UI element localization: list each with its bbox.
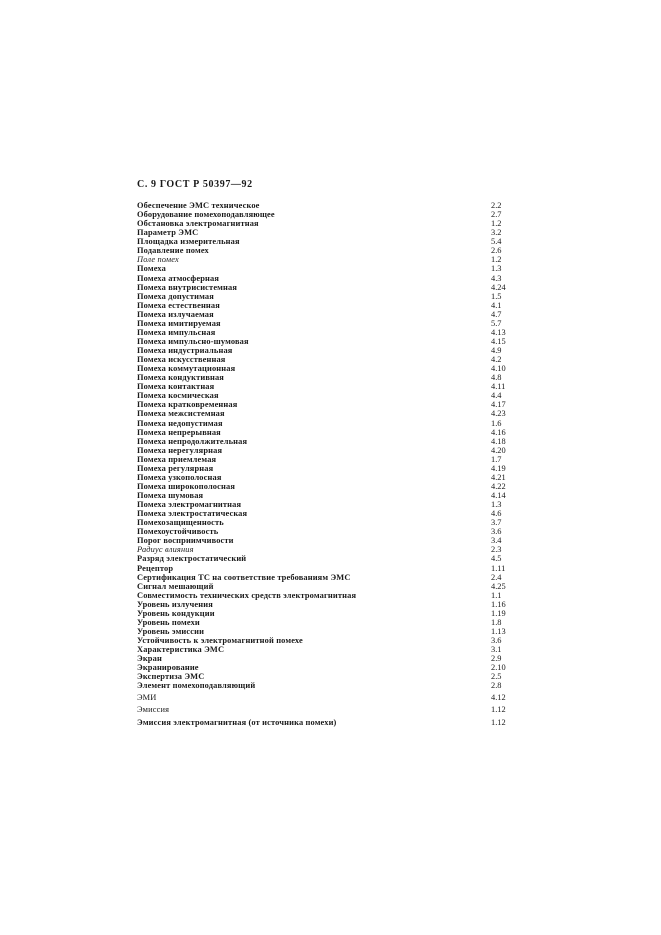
index-term: Экран bbox=[137, 654, 162, 664]
index-entry bbox=[137, 264, 517, 273]
index-ref: 4.16 bbox=[491, 427, 506, 437]
index-term: Оборудование помехоподавляющее bbox=[137, 210, 275, 220]
index-ref: 1.11 bbox=[491, 563, 506, 573]
index-term: Помеха шумовая bbox=[137, 491, 204, 500]
index-term: Уровень кондукции bbox=[137, 608, 215, 618]
index-ref: 3.6 bbox=[491, 527, 502, 537]
index-term: Помеха межсистемная bbox=[137, 409, 225, 419]
index-entry bbox=[137, 237, 517, 246]
index-term: Устойчивость к электромагнитной помехе bbox=[137, 636, 303, 645]
index-entry bbox=[137, 428, 517, 437]
index-entry bbox=[137, 482, 517, 491]
index-entry bbox=[137, 609, 517, 618]
index-ref: 4.11 bbox=[491, 382, 506, 392]
index-ref: 4.25 bbox=[491, 581, 506, 591]
index-ref: 1.3 bbox=[491, 500, 502, 510]
index-entry bbox=[137, 446, 517, 455]
index-ref: 2.9 bbox=[491, 654, 502, 664]
index-ref: 2.5 bbox=[491, 672, 502, 682]
index-term: Эмиссия электромагнитная (от источника помехи) bbox=[137, 717, 337, 727]
index-term: Радиус влияния bbox=[137, 545, 194, 555]
index-entry bbox=[137, 509, 517, 518]
index-term: Помеха широкополосная bbox=[137, 481, 235, 491]
index-ref: 1.5 bbox=[491, 291, 502, 301]
index-entry bbox=[137, 219, 517, 228]
index-ref: 1.7 bbox=[491, 454, 502, 464]
index-ref: 4.13 bbox=[491, 327, 506, 337]
index-entry bbox=[137, 319, 517, 328]
index-entry bbox=[137, 693, 517, 702]
index-term: Обстановка электромагнитная bbox=[137, 219, 259, 229]
index-entry bbox=[137, 545, 517, 554]
index-term: Помеха импульсная bbox=[137, 327, 216, 337]
index-ref: 4.5 bbox=[491, 554, 502, 564]
index-entry bbox=[137, 705, 517, 714]
index-entry bbox=[137, 274, 517, 283]
index-entry bbox=[137, 301, 517, 310]
index-entry bbox=[137, 636, 517, 645]
index-term: Помеха кратковременная bbox=[137, 400, 238, 410]
index-term: Помеха кондуктивная bbox=[137, 373, 224, 383]
index-ref: 4.1 bbox=[491, 300, 502, 310]
index-entry bbox=[137, 718, 517, 727]
index-entry bbox=[137, 645, 517, 654]
index-term: Помеха недопустимая bbox=[137, 418, 223, 428]
index-term: Поле помех bbox=[137, 255, 179, 265]
index-term: Уровень излучения bbox=[137, 599, 213, 609]
index-term: Помеха индустриальная bbox=[137, 346, 233, 355]
index-entry bbox=[137, 346, 517, 355]
index-ref: 1.6 bbox=[491, 418, 502, 428]
index-term: Помеха коммутационная bbox=[137, 364, 236, 374]
index-entry bbox=[137, 310, 517, 319]
index-term: Помеха искусственная bbox=[137, 355, 226, 365]
page-header: С. 9 ГОСТ Р 50397—92 bbox=[137, 179, 253, 190]
index-ref: 3.6 bbox=[491, 636, 502, 645]
index-term: Помеха космическая bbox=[137, 391, 219, 401]
index-term: Помеха bbox=[137, 264, 166, 274]
index-ref: 1.1 bbox=[491, 590, 502, 600]
index-term: Помеха электростатическая bbox=[137, 509, 248, 519]
index-ref: 3.4 bbox=[491, 536, 502, 546]
index-term: Помеха контактная bbox=[137, 382, 215, 392]
index-entry bbox=[137, 618, 517, 627]
index-entry bbox=[137, 582, 517, 591]
index-entry bbox=[137, 473, 517, 482]
index-term: Помехозащищенность bbox=[137, 518, 224, 528]
index-entry bbox=[137, 400, 517, 409]
index-entry bbox=[137, 201, 517, 210]
index-ref: 4.21 bbox=[491, 472, 506, 482]
index-entry bbox=[137, 419, 517, 428]
index-entry bbox=[137, 564, 517, 573]
index-ref: 4.12 bbox=[491, 693, 506, 703]
index-entry bbox=[137, 409, 517, 418]
index-ref: 5.7 bbox=[491, 318, 502, 328]
index-entry bbox=[137, 283, 517, 292]
index-term: Помеха нерегулярная bbox=[137, 445, 223, 455]
index-term: Разряд электростатический bbox=[137, 554, 247, 564]
index-entry bbox=[137, 255, 517, 264]
index-term: Помеха импульсно-шумовая bbox=[137, 336, 249, 346]
index-ref: 1.2 bbox=[491, 255, 502, 265]
index-ref: 4.7 bbox=[491, 309, 502, 319]
index-entry bbox=[137, 600, 517, 609]
index-term: Помеха непрерывная bbox=[137, 427, 221, 437]
index-term: ЭМИ bbox=[137, 693, 157, 703]
index-ref: 2.3 bbox=[491, 545, 502, 555]
index-entry bbox=[137, 437, 517, 446]
index-entry bbox=[137, 527, 517, 536]
index-entry bbox=[137, 328, 517, 337]
index-ref: 3.1 bbox=[491, 645, 502, 655]
index-ref: 2.10 bbox=[491, 663, 506, 673]
index-ref: 1.12 bbox=[491, 717, 506, 727]
index-term: Экранирование bbox=[137, 663, 199, 673]
index-entry bbox=[137, 373, 517, 382]
index-ref: 4.8 bbox=[491, 373, 502, 383]
index-ref: 4.3 bbox=[491, 273, 502, 283]
index-ref: 2.7 bbox=[491, 210, 502, 220]
index-term: Помеха регулярная bbox=[137, 463, 214, 473]
index-term: Подавление помех bbox=[137, 246, 209, 256]
index-ref: 4.6 bbox=[491, 509, 502, 519]
index-term: Экспертиза ЭМС bbox=[137, 672, 205, 682]
index-term: Характеристика ЭМС bbox=[137, 645, 225, 655]
index-entry bbox=[137, 210, 517, 219]
index-term: Уровень помехи bbox=[137, 617, 200, 627]
index-entry bbox=[137, 627, 517, 636]
index-ref: 2.6 bbox=[491, 246, 502, 256]
index-entry bbox=[137, 382, 517, 391]
index-entry bbox=[137, 591, 517, 600]
index-ref: 4.24 bbox=[491, 282, 506, 292]
index-ref: 4.18 bbox=[491, 436, 506, 446]
index-term: Помеха излучаемая bbox=[137, 309, 214, 319]
index-ref: 1.19 bbox=[491, 608, 506, 618]
index-entry bbox=[137, 464, 517, 473]
index-ref: 1.2 bbox=[491, 219, 502, 229]
index-entry bbox=[137, 536, 517, 545]
index-term: Помеха приемлемая bbox=[137, 454, 217, 464]
index-ref: 4.14 bbox=[491, 491, 506, 500]
index-entry bbox=[137, 491, 517, 500]
index-term: Помеха атмосферная bbox=[137, 273, 220, 283]
index-term: Помеха электромагнитная bbox=[137, 500, 242, 510]
index-term: Обеспечение ЭМС техническое bbox=[137, 201, 260, 210]
index-entry bbox=[137, 391, 517, 400]
index-term: Сигнал мешающий bbox=[137, 581, 214, 591]
index-ref: 5.4 bbox=[491, 237, 502, 247]
index-ref: 4.4 bbox=[491, 391, 502, 401]
index-ref: 2.4 bbox=[491, 572, 502, 582]
index-term: Помеха естественная bbox=[137, 300, 220, 310]
index-entry bbox=[137, 228, 517, 237]
index-ref: 4.17 bbox=[491, 400, 506, 410]
index-entry bbox=[137, 292, 517, 301]
index-ref: 4.15 bbox=[491, 336, 506, 346]
index-entry bbox=[137, 681, 517, 690]
index-ref: 1.16 bbox=[491, 599, 506, 609]
index-term: Площадка измерительная bbox=[137, 237, 240, 247]
index-ref: 1.13 bbox=[491, 626, 506, 636]
index-term: Помеха непродолжительная bbox=[137, 436, 248, 446]
index-ref: 4.2 bbox=[491, 355, 502, 365]
index-term: Элемент помехоподавляющий bbox=[137, 681, 256, 691]
index-entry bbox=[137, 455, 517, 464]
index-ref: 3.2 bbox=[491, 228, 502, 238]
index-term: Помеха имитируемая bbox=[137, 318, 221, 328]
index-term: Эмиссия bbox=[137, 705, 170, 715]
index-entry bbox=[137, 573, 517, 582]
index-ref: 4.10 bbox=[491, 364, 506, 374]
index-ref: 4.22 bbox=[491, 481, 506, 491]
index-entry bbox=[137, 246, 517, 255]
index-ref: 4.19 bbox=[491, 463, 506, 473]
index-ref: 2.2 bbox=[491, 201, 502, 210]
index-term: Параметр ЭМС bbox=[137, 228, 199, 238]
index-entry bbox=[137, 554, 517, 563]
index-term: Порог восприимчивости bbox=[137, 536, 234, 546]
index-term: Помеха допустимая bbox=[137, 291, 214, 301]
index-term: Уровень эмиссии bbox=[137, 626, 205, 636]
index-ref: 1.12 bbox=[491, 705, 506, 715]
index-term: Совместимость технических средств электромагнитная bbox=[137, 590, 357, 600]
index-entry bbox=[137, 337, 517, 346]
index-ref: 2.8 bbox=[491, 681, 502, 691]
index-entry bbox=[137, 672, 517, 681]
index-ref: 4.20 bbox=[491, 445, 506, 455]
index-term: Помехоустойчивость bbox=[137, 527, 219, 537]
term-index bbox=[137, 201, 517, 727]
index-entry bbox=[137, 355, 517, 364]
index-entry bbox=[137, 364, 517, 373]
index-term: Сертификация ТС на соответствие требованиям ЭМС bbox=[137, 572, 351, 582]
index-term: Рецептор bbox=[137, 563, 174, 573]
index-entry bbox=[137, 500, 517, 509]
index-entry bbox=[137, 654, 517, 663]
index-ref: 1.8 bbox=[491, 617, 502, 627]
index-ref: 4.9 bbox=[491, 346, 502, 355]
index-term: Помеха внутрисистемная bbox=[137, 282, 238, 292]
index-term: Помеха узкополосная bbox=[137, 472, 222, 482]
index-ref: 1.3 bbox=[491, 264, 502, 274]
index-entry bbox=[137, 518, 517, 527]
index-ref: 4.23 bbox=[491, 409, 506, 419]
index-ref: 3.7 bbox=[491, 518, 502, 528]
index-entry bbox=[137, 663, 517, 672]
